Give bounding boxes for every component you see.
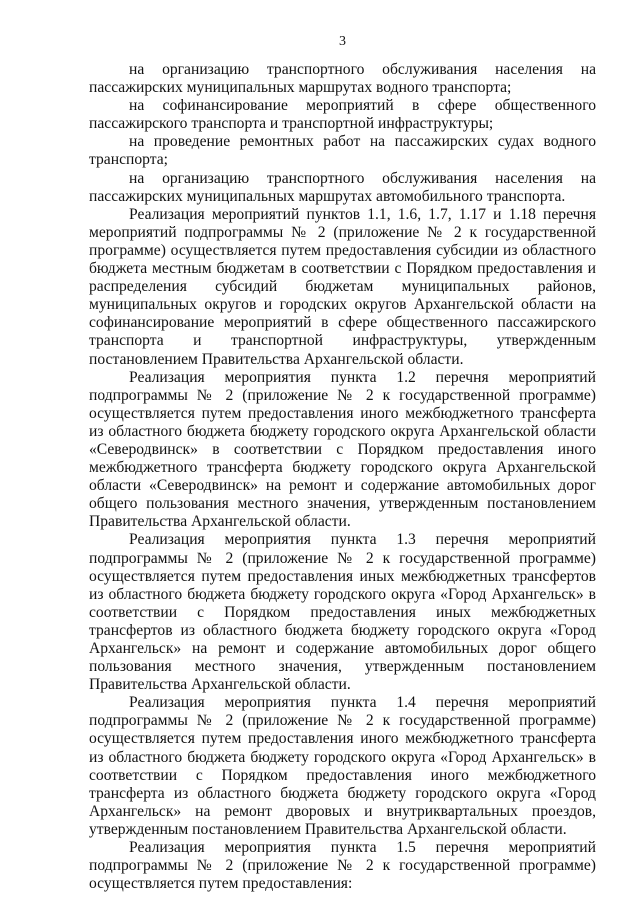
paragraph: на организацию транспортного обслуживания населения на пассажирских муниципальных маршрутах водного транспорта;: [89, 61, 596, 97]
paragraph: Реализация мероприятий пунктов 1.1, 1.6, 1.7, 1.17 и 1.18 перечня мероприятий подпрограммы № 2 (приложение № 2 к государственной программе) осуществляется путем предоставления субсидии из областного бюджета местным бюджетам в соответствии с Порядком предоставления и распределения субсидий бюджетам муниципальных районов, муниципальных округов и городских округов Архангельской области на софинансирование мероприятий в сфере общественного пассажирского транспорта и транспортной инфраструктуры, утвержденным постановлением Правительства Архангельской области.: [89, 205, 596, 368]
page-number: 3: [339, 34, 346, 49]
paragraph: Реализация мероприятия пункта 1.5 перечня мероприятий подпрограммы № 2 (приложение № 2 к государственной программе) осуществляется путем предоставления:: [89, 839, 596, 893]
paragraph: на организацию транспортного обслуживания населения на пассажирских муниципальных маршрутах автомобильного транспорта.: [89, 169, 596, 205]
paragraph: Реализация мероприятия пункта 1.4 перечня мероприятий подпрограммы № 2 (приложение № 2 к государственной программе) осуществляется путем предоставления иного межбюджетного трансферта из областного бюджета бюджету городского округа «Город Архангельск» в соответствии с Порядком предоставления иного межбюджетного трансферта из областного бюджета бюджету городского округа «Город Архангельск» на ремонт дворовых и внутриквартальных проездов, утвержденным постановлением Правительства Архангельской области.: [89, 694, 596, 838]
paragraph: Реализация мероприятия пункта 1.3 перечня мероприятий подпрограммы № 2 (приложение № 2 к государственной программе) осуществляется путем предоставления иных межбюджетных трансфертов из областного бюджета бюджету городского округа «Город Архангельск» в соответствии с Порядком предоставления иных межбюджетных трансфертов из областного бюджета бюджету городского округа «Город Архангельск» на ремонт и содержание автомобильных дорог общего пользования местного значения, утвержденным постановлением Правительства Архангельской области.: [89, 531, 596, 694]
paragraph: на проведение ремонтных работ на пассажирских судах водного транспорта;: [89, 133, 596, 169]
paragraph: на софинансирование мероприятий в сфере общественного пассажирского транспорта и транспортной инфраструктуры;: [89, 97, 596, 133]
paragraph: Реализация мероприятия пункта 1.2 перечня мероприятий подпрограммы № 2 (приложение № 2 к государственной программе) осуществляется путем предоставления иного межбюджетного трансферта из областного бюджета бюджету городского округа Архангельской области «Северодвинск» в соответствии с Порядком предоставления иного межбюджетного трансферта бюджету городского округа Архангельской области «Северодвинск» на ремонт и содержание автомобильных дорог общего пользования местного значения, утвержденным постановлением Правительства Архангельской области.: [89, 368, 596, 531]
